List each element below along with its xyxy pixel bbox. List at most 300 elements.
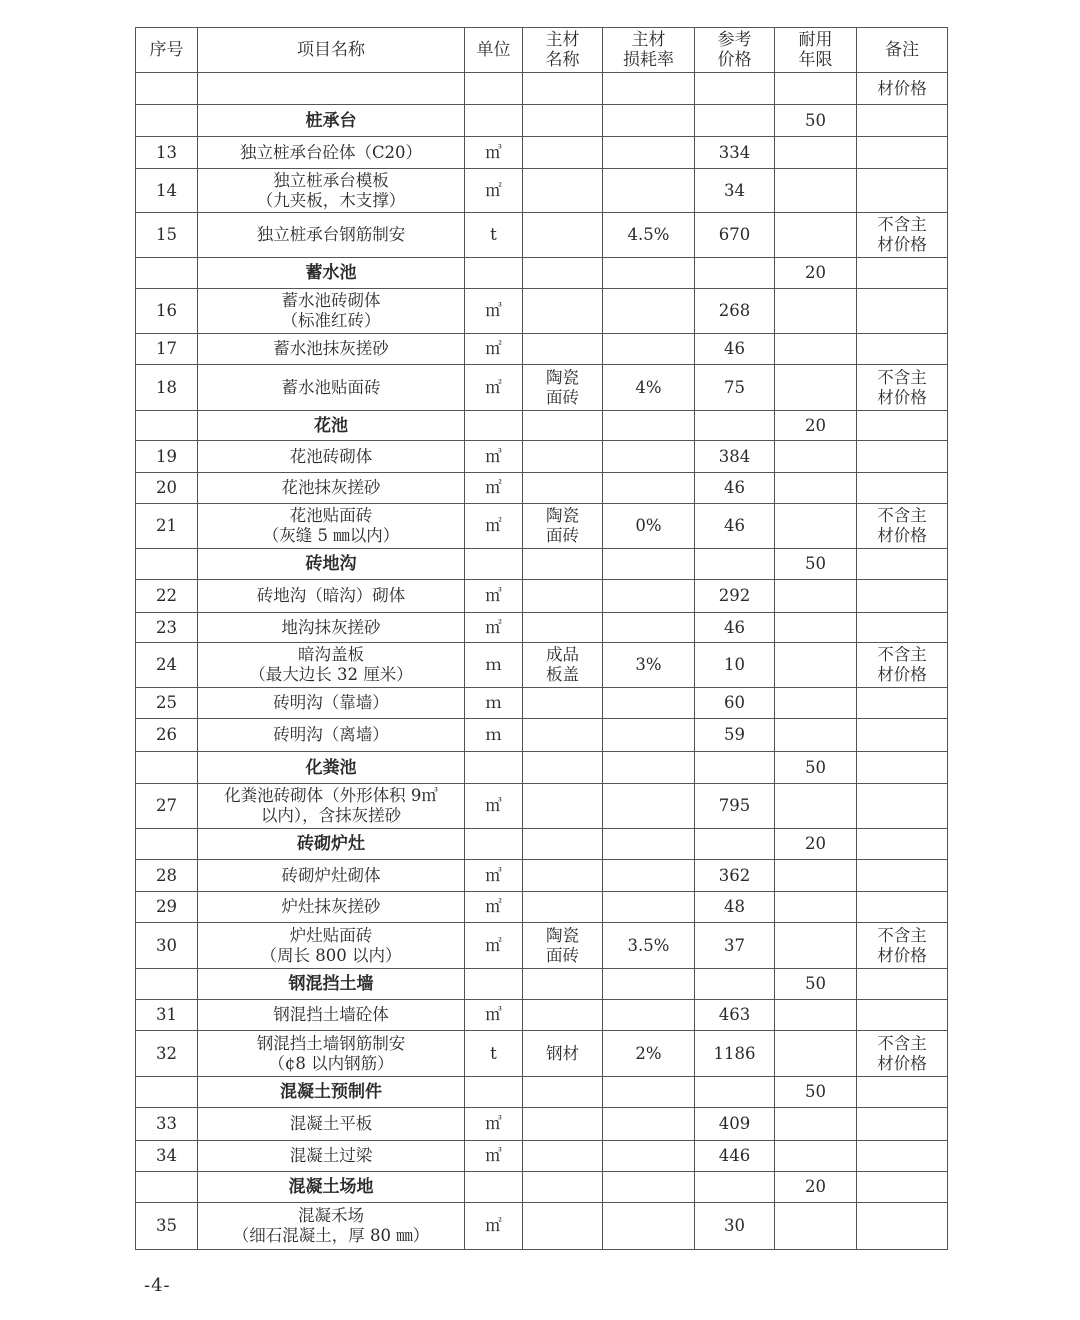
cell-reference-price: 60 — [695, 688, 775, 719]
header-reference-price: 参考 价格 — [695, 28, 775, 73]
cell-serial-no: 27 — [136, 784, 198, 829]
cell-remarks — [857, 892, 948, 923]
cell-loss-rate — [603, 73, 695, 105]
cell-reference-price: 59 — [695, 719, 775, 752]
cell-service-life — [775, 73, 857, 105]
cell-reference-price — [695, 411, 775, 441]
cell-unit: ㎡ — [465, 923, 523, 969]
cell-material-name — [523, 1077, 603, 1108]
cell-material-name — [523, 1172, 603, 1203]
cell-serial-no — [136, 73, 198, 105]
cell-material-name: 陶瓷 面砖 — [523, 365, 603, 411]
cell-material-name — [523, 1000, 603, 1031]
cell-remarks — [857, 719, 948, 752]
cell-material-name — [523, 441, 603, 473]
cell-item-name: 化粪池砖砌体（外形体积 9㎥ 以内），含抹灰搓砂 — [198, 784, 465, 829]
cell-reference-price: 409 — [695, 1108, 775, 1141]
cell-unit: ｍ — [465, 688, 523, 719]
cell-item-name: 钢混挡土墙钢筋制安 （¢8 以内钢筋） — [198, 1031, 465, 1077]
cell-remarks: 不含主 材价格 — [857, 213, 948, 258]
cell-reference-price — [695, 105, 775, 137]
cell-reference-price — [695, 549, 775, 580]
cell-item-name: 桩承台 — [198, 105, 465, 137]
cell-unit — [465, 105, 523, 137]
cell-serial-no — [136, 752, 198, 784]
cell-service-life — [775, 1000, 857, 1031]
cell-remarks — [857, 752, 948, 784]
cell-reference-price: 268 — [695, 289, 775, 334]
cell-reference-price: 795 — [695, 784, 775, 829]
cell-remarks — [857, 969, 948, 1000]
cell-unit: ㎥ — [465, 860, 523, 892]
cell-material-name — [523, 613, 603, 643]
cell-remarks — [857, 289, 948, 334]
cell-loss-rate — [603, 1108, 695, 1141]
cell-loss-rate — [603, 719, 695, 752]
cell-loss-rate — [603, 1077, 695, 1108]
cell-service-life — [775, 137, 857, 169]
cell-material-name — [523, 549, 603, 580]
cell-item-name: 独立桩承台砼体（C20） — [198, 137, 465, 169]
cell-serial-no: 34 — [136, 1141, 198, 1172]
cell-material-name — [523, 892, 603, 923]
cell-remarks — [857, 473, 948, 504]
cell-material-name — [523, 1203, 603, 1250]
cell-remarks — [857, 441, 948, 473]
cell-item-name: 暗沟盖板 （最大边长 32 厘米） — [198, 643, 465, 688]
cell-remarks — [857, 1000, 948, 1031]
cell-loss-rate: 4.5% — [603, 213, 695, 258]
cell-service-life — [775, 1108, 857, 1141]
cell-reference-price: 10 — [695, 643, 775, 688]
cell-serial-no: 33 — [136, 1108, 198, 1141]
table-row — [136, 441, 948, 473]
cell-reference-price: 1186 — [695, 1031, 775, 1077]
cell-material-name — [523, 1141, 603, 1172]
cell-unit: ㎡ — [465, 365, 523, 411]
cell-material-name — [523, 688, 603, 719]
cell-reference-price: 362 — [695, 860, 775, 892]
cell-loss-rate — [603, 969, 695, 1000]
cell-service-life — [775, 1141, 857, 1172]
cell-unit — [465, 829, 523, 860]
cell-loss-rate: 3% — [603, 643, 695, 688]
cell-loss-rate — [603, 892, 695, 923]
header-service-life: 耐用 年限 — [775, 28, 857, 73]
cell-item-name — [198, 73, 465, 105]
cell-reference-price: 334 — [695, 137, 775, 169]
cell-remarks: 不含主 材价格 — [857, 365, 948, 411]
cell-item-name: 蓄水池砖砌体 （标准红砖） — [198, 289, 465, 334]
cell-material-name — [523, 969, 603, 1000]
section-row — [136, 829, 948, 860]
cell-loss-rate: 4% — [603, 365, 695, 411]
cell-material-name — [523, 334, 603, 365]
cell-remarks — [857, 1108, 948, 1141]
cell-material-name — [523, 829, 603, 860]
header-loss-rate: 主材 损耗率 — [603, 28, 695, 73]
cell-remarks: 不含主 材价格 — [857, 1031, 948, 1077]
cell-serial-no: 14 — [136, 169, 198, 213]
cell-service-life — [775, 365, 857, 411]
cell-unit — [465, 1077, 523, 1108]
cell-item-name: 花池 — [198, 411, 465, 441]
table-row — [136, 719, 948, 752]
header-material-name: 主材 名称 — [523, 28, 603, 73]
cell-remarks — [857, 1172, 948, 1203]
cell-unit: ㎥ — [465, 1141, 523, 1172]
cell-loss-rate — [603, 752, 695, 784]
cell-serial-no: 19 — [136, 441, 198, 473]
cell-item-name: 混凝土预制件 — [198, 1077, 465, 1108]
cell-unit — [465, 411, 523, 441]
cell-unit: ㎡ — [465, 334, 523, 365]
price-table — [135, 27, 948, 1250]
cell-unit: ㎥ — [465, 1108, 523, 1141]
cell-unit: ㎥ — [465, 137, 523, 169]
cell-service-life — [775, 213, 857, 258]
cell-service-life — [775, 580, 857, 613]
cell-unit: ㎡ — [465, 613, 523, 643]
cell-unit: ㎥ — [465, 289, 523, 334]
cell-item-name: 钢混挡土墙砼体 — [198, 1000, 465, 1031]
table-header-row — [136, 28, 948, 73]
cell-service-life — [775, 643, 857, 688]
cell-item-name: 砖砌炉灶 — [198, 829, 465, 860]
cell-remarks: 材价格 — [857, 73, 948, 105]
cell-serial-no: 25 — [136, 688, 198, 719]
cell-item-name: 花池砖砌体 — [198, 441, 465, 473]
cell-material-name — [523, 580, 603, 613]
cell-unit: ㎡ — [465, 504, 523, 549]
cell-item-name: 独立桩承台模板 （九夹板，木支撑） — [198, 169, 465, 213]
cell-serial-no — [136, 258, 198, 289]
cell-reference-price: 463 — [695, 1000, 775, 1031]
cell-item-name: 混凝土平板 — [198, 1108, 465, 1141]
cell-loss-rate — [603, 549, 695, 580]
cell-item-name: 蓄水池贴面砖 — [198, 365, 465, 411]
cell-serial-no — [136, 829, 198, 860]
cell-serial-no: 13 — [136, 137, 198, 169]
cell-remarks — [857, 1077, 948, 1108]
cell-material-name — [523, 73, 603, 105]
table-row — [136, 137, 948, 169]
cell-loss-rate: 0% — [603, 504, 695, 549]
cell-remarks — [857, 105, 948, 137]
cell-reference-price — [695, 969, 775, 1000]
continuation-row — [136, 73, 948, 105]
cell-reference-price — [695, 1077, 775, 1108]
cell-loss-rate — [603, 829, 695, 860]
table-row — [136, 784, 948, 829]
page-number: -4- — [144, 1275, 171, 1296]
cell-unit: ㎡ — [465, 169, 523, 213]
table-row — [136, 923, 948, 969]
cell-serial-no — [136, 1172, 198, 1203]
table-row — [136, 892, 948, 923]
cell-loss-rate — [603, 613, 695, 643]
cell-material-name — [523, 258, 603, 289]
cell-reference-price: 37 — [695, 923, 775, 969]
cell-loss-rate: 3.5% — [603, 923, 695, 969]
cell-material-name: 成品 板盖 — [523, 643, 603, 688]
cell-reference-price: 46 — [695, 334, 775, 365]
cell-unit: ｍ — [465, 719, 523, 752]
cell-serial-no — [136, 969, 198, 1000]
cell-material-name — [523, 169, 603, 213]
header-unit: 单位 — [465, 28, 523, 73]
cell-reference-price — [695, 829, 775, 860]
cell-loss-rate — [603, 441, 695, 473]
cell-service-life — [775, 289, 857, 334]
cell-loss-rate — [603, 1000, 695, 1031]
table-row — [136, 643, 948, 688]
section-row — [136, 1172, 948, 1203]
cell-reference-price: 46 — [695, 613, 775, 643]
cell-unit: ㎥ — [465, 1000, 523, 1031]
cell-loss-rate — [603, 580, 695, 613]
cell-reference-price: 446 — [695, 1141, 775, 1172]
cell-serial-no: 21 — [136, 504, 198, 549]
cell-item-name: 混凝土场地 — [198, 1172, 465, 1203]
cell-serial-no: 35 — [136, 1203, 198, 1250]
header-item-name: 项目名称 — [198, 28, 465, 73]
cell-service-life: 20 — [775, 411, 857, 441]
cell-unit: t — [465, 1031, 523, 1077]
section-row — [136, 752, 948, 784]
cell-loss-rate — [603, 1172, 695, 1203]
cell-material-name — [523, 1108, 603, 1141]
cell-material-name — [523, 411, 603, 441]
cell-item-name: 混凝禾场 （细石混凝土，厚 80 ㎜） — [198, 1203, 465, 1250]
cell-service-life — [775, 1203, 857, 1250]
section-row — [136, 1077, 948, 1108]
cell-reference-price — [695, 752, 775, 784]
cell-loss-rate — [603, 860, 695, 892]
cell-service-life — [775, 892, 857, 923]
cell-remarks — [857, 580, 948, 613]
cell-remarks: 不含主 材价格 — [857, 643, 948, 688]
cell-item-name: 蓄水池抹灰搓砂 — [198, 334, 465, 365]
cell-service-life: 50 — [775, 969, 857, 1000]
cell-service-life — [775, 784, 857, 829]
cell-unit: ㎥ — [465, 441, 523, 473]
cell-unit — [465, 752, 523, 784]
cell-remarks — [857, 334, 948, 365]
cell-item-name: 钢混挡土墙 — [198, 969, 465, 1000]
cell-loss-rate — [603, 334, 695, 365]
cell-serial-no: 20 — [136, 473, 198, 504]
cell-service-life — [775, 719, 857, 752]
table-row — [136, 1141, 948, 1172]
cell-remarks — [857, 688, 948, 719]
cell-service-life — [775, 688, 857, 719]
cell-service-life — [775, 441, 857, 473]
section-row — [136, 969, 948, 1000]
header-remarks: 备注 — [857, 28, 948, 73]
cell-serial-no: 23 — [136, 613, 198, 643]
cell-material-name — [523, 105, 603, 137]
cell-loss-rate — [603, 169, 695, 213]
cell-item-name: 砖明沟（离墙） — [198, 719, 465, 752]
cell-item-name: 地沟抹灰搓砂 — [198, 613, 465, 643]
cell-material-name — [523, 213, 603, 258]
cell-material-name — [523, 784, 603, 829]
section-row — [136, 258, 948, 289]
cell-item-name: 混凝土过梁 — [198, 1141, 465, 1172]
section-row — [136, 105, 948, 137]
cell-item-name: 花池贴面砖 （灰缝 5 ㎜以内） — [198, 504, 465, 549]
cell-loss-rate — [603, 784, 695, 829]
cell-loss-rate — [603, 411, 695, 441]
cell-item-name: 蓄水池 — [198, 258, 465, 289]
cell-remarks: 不含主 材价格 — [857, 923, 948, 969]
cell-material-name — [523, 137, 603, 169]
cell-service-life: 20 — [775, 1172, 857, 1203]
cell-material-name — [523, 473, 603, 504]
cell-material-name — [523, 289, 603, 334]
cell-remarks — [857, 860, 948, 892]
cell-unit: ㎡ — [465, 473, 523, 504]
table-row — [136, 1203, 948, 1250]
cell-item-name: 砖地沟 — [198, 549, 465, 580]
cell-serial-no: 32 — [136, 1031, 198, 1077]
cell-item-name: 砖砌炉灶砌体 — [198, 860, 465, 892]
cell-item-name: 化粪池 — [198, 752, 465, 784]
header-serial-no: 序号 — [136, 28, 198, 73]
cell-unit — [465, 1172, 523, 1203]
cell-service-life — [775, 504, 857, 549]
cell-serial-no: 22 — [136, 580, 198, 613]
cell-service-life — [775, 923, 857, 969]
cell-serial-no: 29 — [136, 892, 198, 923]
cell-reference-price: 292 — [695, 580, 775, 613]
table-row — [136, 1000, 948, 1031]
cell-service-life — [775, 334, 857, 365]
cell-loss-rate — [603, 258, 695, 289]
cell-item-name: 炉灶贴面砖 （周长 800 以内） — [198, 923, 465, 969]
cell-item-name: 炉灶抹灰搓砂 — [198, 892, 465, 923]
cell-material-name — [523, 860, 603, 892]
cell-serial-no: 24 — [136, 643, 198, 688]
cell-loss-rate — [603, 137, 695, 169]
cell-unit: ｍ — [465, 643, 523, 688]
table-row — [136, 688, 948, 719]
cell-material-name: 陶瓷 面砖 — [523, 923, 603, 969]
cell-unit: ㎡ — [465, 892, 523, 923]
cell-serial-no: 15 — [136, 213, 198, 258]
cell-reference-price — [695, 258, 775, 289]
cell-serial-no — [136, 1077, 198, 1108]
cell-serial-no: 26 — [136, 719, 198, 752]
cell-serial-no: 16 — [136, 289, 198, 334]
cell-loss-rate — [603, 105, 695, 137]
cell-serial-no: 31 — [136, 1000, 198, 1031]
cell-remarks — [857, 1141, 948, 1172]
cell-material-name — [523, 752, 603, 784]
cell-service-life — [775, 613, 857, 643]
cell-service-life: 20 — [775, 829, 857, 860]
cell-material-name: 钢材 — [523, 1031, 603, 1077]
cell-service-life: 50 — [775, 549, 857, 580]
cell-reference-price: 46 — [695, 473, 775, 504]
cell-service-life — [775, 473, 857, 504]
cell-item-name: 砖地沟（暗沟）砌体 — [198, 580, 465, 613]
cell-unit: ㎡ — [465, 1203, 523, 1250]
cell-service-life: 50 — [775, 752, 857, 784]
table-row — [136, 169, 948, 213]
table-row — [136, 504, 948, 549]
cell-item-name: 花池抹灰搓砂 — [198, 473, 465, 504]
cell-serial-no — [136, 105, 198, 137]
cell-reference-price: 75 — [695, 365, 775, 411]
cell-service-life — [775, 169, 857, 213]
cell-remarks — [857, 613, 948, 643]
cell-material-name: 陶瓷 面砖 — [523, 504, 603, 549]
cell-serial-no — [136, 411, 198, 441]
section-row — [136, 549, 948, 580]
cell-remarks — [857, 549, 948, 580]
table-row — [136, 613, 948, 643]
cell-remarks — [857, 829, 948, 860]
cell-item-name: 砖明沟（靠墙） — [198, 688, 465, 719]
cell-remarks — [857, 784, 948, 829]
cell-loss-rate — [603, 1141, 695, 1172]
cell-item-name: 独立桩承台钢筋制安 — [198, 213, 465, 258]
table-row — [136, 1108, 948, 1141]
cell-serial-no: 18 — [136, 365, 198, 411]
cell-remarks — [857, 169, 948, 213]
cell-service-life — [775, 1031, 857, 1077]
cell-serial-no — [136, 549, 198, 580]
cell-serial-no: 28 — [136, 860, 198, 892]
cell-serial-no: 17 — [136, 334, 198, 365]
cell-unit — [465, 258, 523, 289]
table-row — [136, 580, 948, 613]
cell-reference-price: 34 — [695, 169, 775, 213]
cell-loss-rate — [603, 289, 695, 334]
table-row — [136, 365, 948, 411]
table-row — [136, 289, 948, 334]
cell-reference-price: 384 — [695, 441, 775, 473]
cell-reference-price: 48 — [695, 892, 775, 923]
cell-reference-price — [695, 73, 775, 105]
cell-loss-rate — [603, 473, 695, 504]
section-row — [136, 411, 948, 441]
cell-service-life: 50 — [775, 105, 857, 137]
cell-service-life: 50 — [775, 1077, 857, 1108]
table-row — [136, 860, 948, 892]
cell-unit: t — [465, 213, 523, 258]
cell-reference-price: 670 — [695, 213, 775, 258]
cell-service-life — [775, 860, 857, 892]
cell-loss-rate — [603, 688, 695, 719]
cell-unit — [465, 73, 523, 105]
cell-service-life: 20 — [775, 258, 857, 289]
cell-loss-rate: 2% — [603, 1031, 695, 1077]
table-row — [136, 473, 948, 504]
cell-unit: ㎥ — [465, 784, 523, 829]
table-row — [136, 334, 948, 365]
cell-remarks — [857, 137, 948, 169]
cell-remarks — [857, 258, 948, 289]
cell-loss-rate — [603, 1203, 695, 1250]
cell-reference-price — [695, 1172, 775, 1203]
table-row — [136, 213, 948, 258]
table-row — [136, 1031, 948, 1077]
cell-reference-price: 46 — [695, 504, 775, 549]
cell-remarks: 不含主 材价格 — [857, 504, 948, 549]
